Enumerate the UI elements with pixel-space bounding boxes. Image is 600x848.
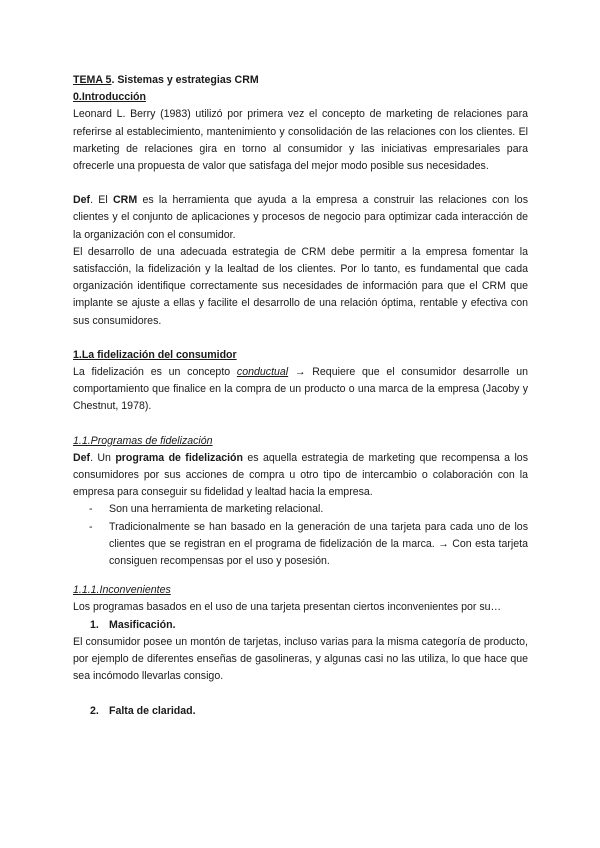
title-tema: TEMA 5 (73, 74, 112, 86)
drawback-item: 1. Masificación. (90, 618, 176, 631)
masificacion-paragraph: El consumidor posee un montón de tarjetas, incluso varias para la misma categoría de producto, por ejemplo de diferentes enseñas de gasolineras, y algunas casi no las utiliza, lo que hace que sea incómodo llevarlas consigo. (73, 635, 528, 683)
crm-term: CRM (113, 194, 138, 207)
section11-heading: 1.1.Programas de fidelización (73, 434, 213, 447)
drawbacks-intro: Los programas basados en el uso de una tarjeta presentan ciertos inconvenientes por su… (73, 601, 502, 614)
program-bullet-list (73, 501, 528, 570)
crm-strategy-paragraph: El desarrollo de una adecuada estrategia de CRM debe permitir a la empresa fomentar la satisfacción, la fidelización y la lealtad de los clientes. Por lo tanto, es fundamental que cada organización identifique correctamente sus necesidades de información para que el CRM que implante se ajuste a ellas y facilite el desarrollo de una relación óptima, rentable y efectiva con sus consumidores. (73, 245, 528, 327)
section1-paragraph: La fidelización es un concepto conductual → Requiere que el consumidor desarrolle un comportamiento que finalice en la compra de un producto o una marca de la empresa (Jacoby y Chestnut, 1978). (73, 366, 528, 413)
conductual-term: conductual (236, 366, 289, 379)
intro-paragraph: Leonard L. Berry (1983) utilizó por primera vez el concepto de marketing de relaciones para referirse al establecimiento, mantenimiento y consolidación de las relaciones con los clientes. El marketing de relaciones gira en torno al consumidor y las iniciativas empresariales para ofrecerle una propuesta de valor que satisfaga del mejor modo posible sus necesidades. (73, 108, 528, 173)
section111-heading: 1.1.1.Inconvenientes (73, 584, 171, 597)
loyalty-program-definition: Def. Un programa de fidelización es aquella estrategia de marketing que recompensa a los consumidores por sus acciones de compra u otro tipo de intercambio o colaboración con la empresa para conseguir su fidelidad y lealtad hacia la empresa. (73, 451, 528, 499)
section1-heading: 1.La fidelización del consumidor (73, 348, 237, 361)
drawback-item: 2. Falta de claridad. (90, 704, 196, 717)
title-rest: . Sistemas y estrategias CRM (111, 74, 259, 86)
crm-definition: Def. El CRM es la herramienta que ayuda a la empresa a construir las relaciones con los clientes y el conjunto de aplicaciones y procesos de negocio para optimizar cada interacción de la organización con el consumidor. (73, 194, 528, 241)
def-label: Def (73, 194, 91, 207)
loyalty-program-term: programa de fidelización (115, 451, 243, 464)
dash-bullet: - (89, 520, 93, 533)
dash-bullet: - (89, 503, 93, 516)
document-title (73, 72, 528, 89)
intro-heading: 0.Introducción (73, 91, 146, 104)
document-body (73, 72, 528, 720)
list-item: - Tradicionalmente se han basado en la generación de una tarjeta para cada uno de los clientes que se registran en el programa de fidelización de la marca. → Con esta tarjeta consiguen recompensas por el uso y posesión. (89, 520, 528, 568)
def-label: Def (73, 451, 91, 464)
list-item: - Son una herramienta de marketing relacional. (73, 501, 528, 518)
